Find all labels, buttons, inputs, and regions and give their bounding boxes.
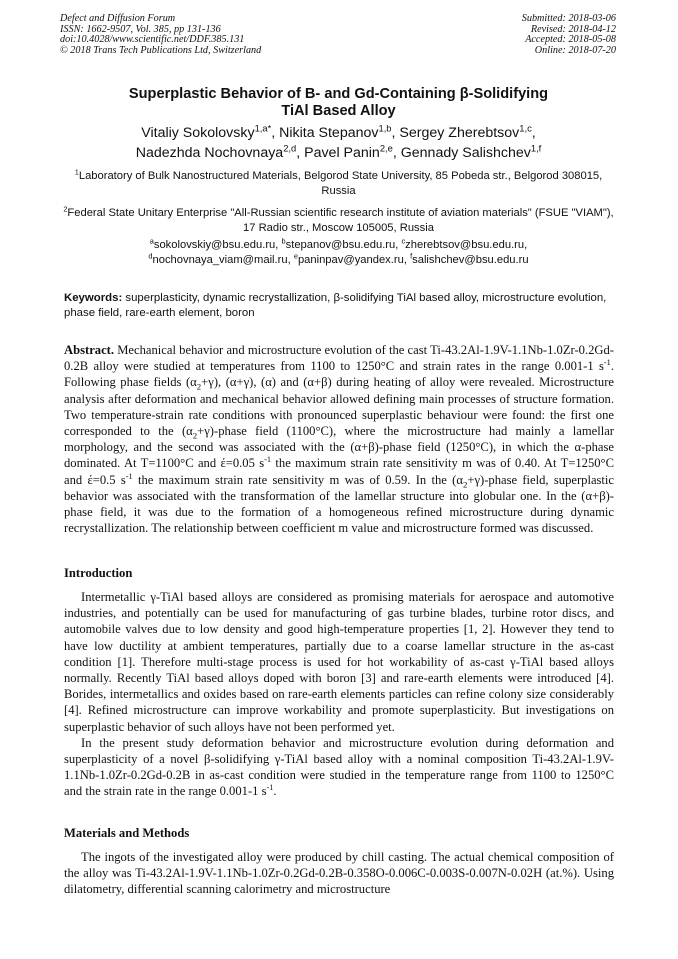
introduction bbox=[64, 589, 614, 800]
author-affiliation-marker: 1,f bbox=[530, 143, 542, 154]
keywords-label: Keywords: bbox=[64, 292, 123, 304]
journal-header bbox=[60, 14, 261, 56]
email-link[interactable]: sokolovskiy@bsu.edu.ru bbox=[153, 239, 276, 251]
abstract: Abstract. Mechanical behavior and microstructure evolution of the cast Ti-43.2Al-1.9V-1.1Nb-1.0Zr-0.2Gd-0.2B alloy were studied at temperatures from 1100 to 1250°C and strain rates in the range 0.001-1 $s^{-1}$. Following phase fields $(\alpha_2+\gamma)$, (α+γ), (α) and (α+β) during heating of alloy were revealed. Microstructure analysis after deformation and mechanical behavior allowed defining main processes of structure formation. Two temperature-strain rate conditions with pronounced superplastic behaviour were found: the first one corresponded to the $(\alpha_2+\gamma)$-phase field (1100°C), where the microstructure had mainly a lamellar morphology, and the second was associated with the (α+β)-phase field (1250°C), in which the α-phase dominated. At T=1100°C and έ=0.05 $s^{-1}$ the maximum strain rate sensitivity m was of 0.40. At T=1250°C and έ=0.5 $s^{-1}$ the maximum strain rate sensitivity m was of 0.59. In the $(\alpha_2+\gamma)$-phase field, superplastic behavior was associated with the transformation of the lamellar structure into globular one. In the (α+β)-phase field, it was due to the formation of a homogeneous refined microstructure during dynamic recrystallization. The relationship between coefficient m value and microstructure formed was discussed. bbox=[64, 343, 615, 536]
author-affiliation-marker: 1,c bbox=[519, 123, 532, 134]
journal-issn: ISSN: 1662-9507, Vol. 385, pp 131-136 bbox=[60, 23, 221, 35]
author-name: Sergey Zherebtsov bbox=[399, 125, 520, 141]
email-link[interactable]: stepanov@bsu.edu.ru bbox=[285, 239, 396, 251]
email-link[interactable]: paninpav@yandex.ru bbox=[297, 254, 404, 266]
affiliation-marker: 2 bbox=[63, 204, 68, 214]
email-link[interactable]: salishchev@bsu.edu.ru bbox=[412, 254, 529, 266]
keywords bbox=[64, 291, 617, 321]
affiliation-text: Laboratory of Bulk Nanostructured Materials, Belgorod State University, 85 Pobeda str., Belgorod 308015, Russia bbox=[78, 170, 603, 197]
journal-doi: doi:10.4028/www.scientific.net/DDF.385.131 bbox=[60, 34, 245, 46]
author-name: Pavel Panin bbox=[304, 145, 380, 161]
date-revised: Revised: 2018-04-12 bbox=[530, 23, 616, 35]
introduction-heading: Introduction bbox=[64, 566, 133, 580]
journal-name: Defect and Diffusion Forum bbox=[60, 13, 176, 24]
author-emails: $^a$sokolovskiy@bsu.edu.ru, $^b$stepanov@bsu.edu.ru, $^c$zherebtsov@bsu.edu.ru, $^d$nochovnaya_viam@mail.ru, $^e$paninpav@yandex.ru, $^f$salishchev@bsu.edu.ru bbox=[148, 236, 529, 266]
author-name: Nikita Stepanov bbox=[279, 125, 379, 141]
journal-copyright: © 2018 Trans Tech Publications Ltd, Switzerland bbox=[60, 44, 262, 56]
affiliation-2 bbox=[60, 206, 617, 236]
author-name: Vitaliy Sokolovsky bbox=[141, 125, 255, 141]
author-list: Vitaliy Sokolovsky$^{1,a*}$, Nikita Stepanov$^{1,b}$, Sergey Zherebtsov$^{1,c}$, Nadezhda Nochovnaya$^{2,d}$, Pavel Panin$^{2,e}$, Gennady Salishchev$^{1,f}$ bbox=[135, 123, 542, 161]
affiliation-text: Federal State Unitary Enterprise "All-Russian scientific research institute of aviation materials" (FSUE "VIAM"), 17 Radio str., Moscow 105005, Russia bbox=[67, 207, 614, 234]
author-affiliation-marker: 1,a* bbox=[254, 123, 272, 134]
methods-heading: Materials and Methods bbox=[64, 826, 190, 840]
email-link[interactable]: zherebtsov@bsu.edu.ru bbox=[405, 239, 525, 251]
author-affiliation-marker: 2,e bbox=[379, 143, 393, 154]
paragraph: In the present study deformation behavior and microstructure evolution during deformation and superplasticity of a novel β-solidifying γ-TiAl based alloy with a nominal composition Ti-43.2Al-1.9V-1.1Nb-1.0Zr-0.2Gd-0.2B in as-cast condition were studied in the temperature range from 1100 to 1250°C and the strain rate in the range 0.001-1 $s^{-1}$. bbox=[64, 735, 614, 799]
email-link[interactable]: nochovnaya_viam@mail.ru bbox=[152, 254, 288, 266]
methods-paragraph: The ingots of the investigated alloy were produced by chill casting. The actual chemical composition of the alloy was Ti-43.2Al-1.9V-1.1Nb-1.0Zr-0.2Gd-0.2B-0.358O-0.006C-0.003S-0.007N-0.02H (at.%). Using dilatometry, differential scanning calorimetry and microstructure bbox=[64, 850, 614, 897]
date-submitted: Submitted: 2018-03-06 bbox=[521, 13, 616, 24]
keywords-text: superplasticity, dynamic recrystallization, β-solidifying TiAl based alloy, microstructure evolution, phase field, rare-earth element, boron bbox=[64, 292, 607, 319]
title-line-2: TiAl Based Alloy bbox=[281, 103, 396, 119]
affiliation-1 bbox=[60, 169, 617, 199]
paper-title bbox=[60, 86, 617, 120]
title-line-1: Superplastic Behavior of B- and Gd-Containing β-Solidifying bbox=[128, 86, 549, 102]
date-accepted: Accepted: 2018-05-08 bbox=[525, 34, 616, 46]
author-name: Gennady Salishchev bbox=[400, 145, 531, 161]
author-affiliation-marker: 2,d bbox=[283, 143, 297, 154]
dates-header bbox=[522, 14, 616, 56]
author-name: Nadezhda Nochovnaya bbox=[135, 145, 284, 161]
abstract-label: Abstract. bbox=[64, 343, 115, 357]
affiliation-marker: 1 bbox=[74, 167, 79, 177]
paragraph: Intermetallic γ-TiAl based alloys are considered as promising materials for aerospace and automotive industries, and potentially can be used for manufacturing of gas turbine blades, turbine rotor discs, and automobile valves due to low density and good high-temperature properties [1, 2]. However they tend to have low ductility at ambient temperatures, partially due to a coarse lamellar structure in the as-cast condition [1]. Therefore multi-stage process is used for hot workability of as-cast γ-TiAl based alloys normally. Recently TiAl based alloys doped with boron [3] and rare-earth elements were introduced [4]. Borides, intermetallics and oxides based on rare-earth elements particles can refine colony size considerably [4]. Refined microstructure can improve workability and promote superplasticity. But investigations on superplastic behavior of such alloys have not been performed yet. bbox=[64, 590, 614, 734]
date-online: Online: 2018-07-20 bbox=[534, 44, 616, 56]
author-affiliation-marker: 1,b bbox=[378, 123, 392, 134]
